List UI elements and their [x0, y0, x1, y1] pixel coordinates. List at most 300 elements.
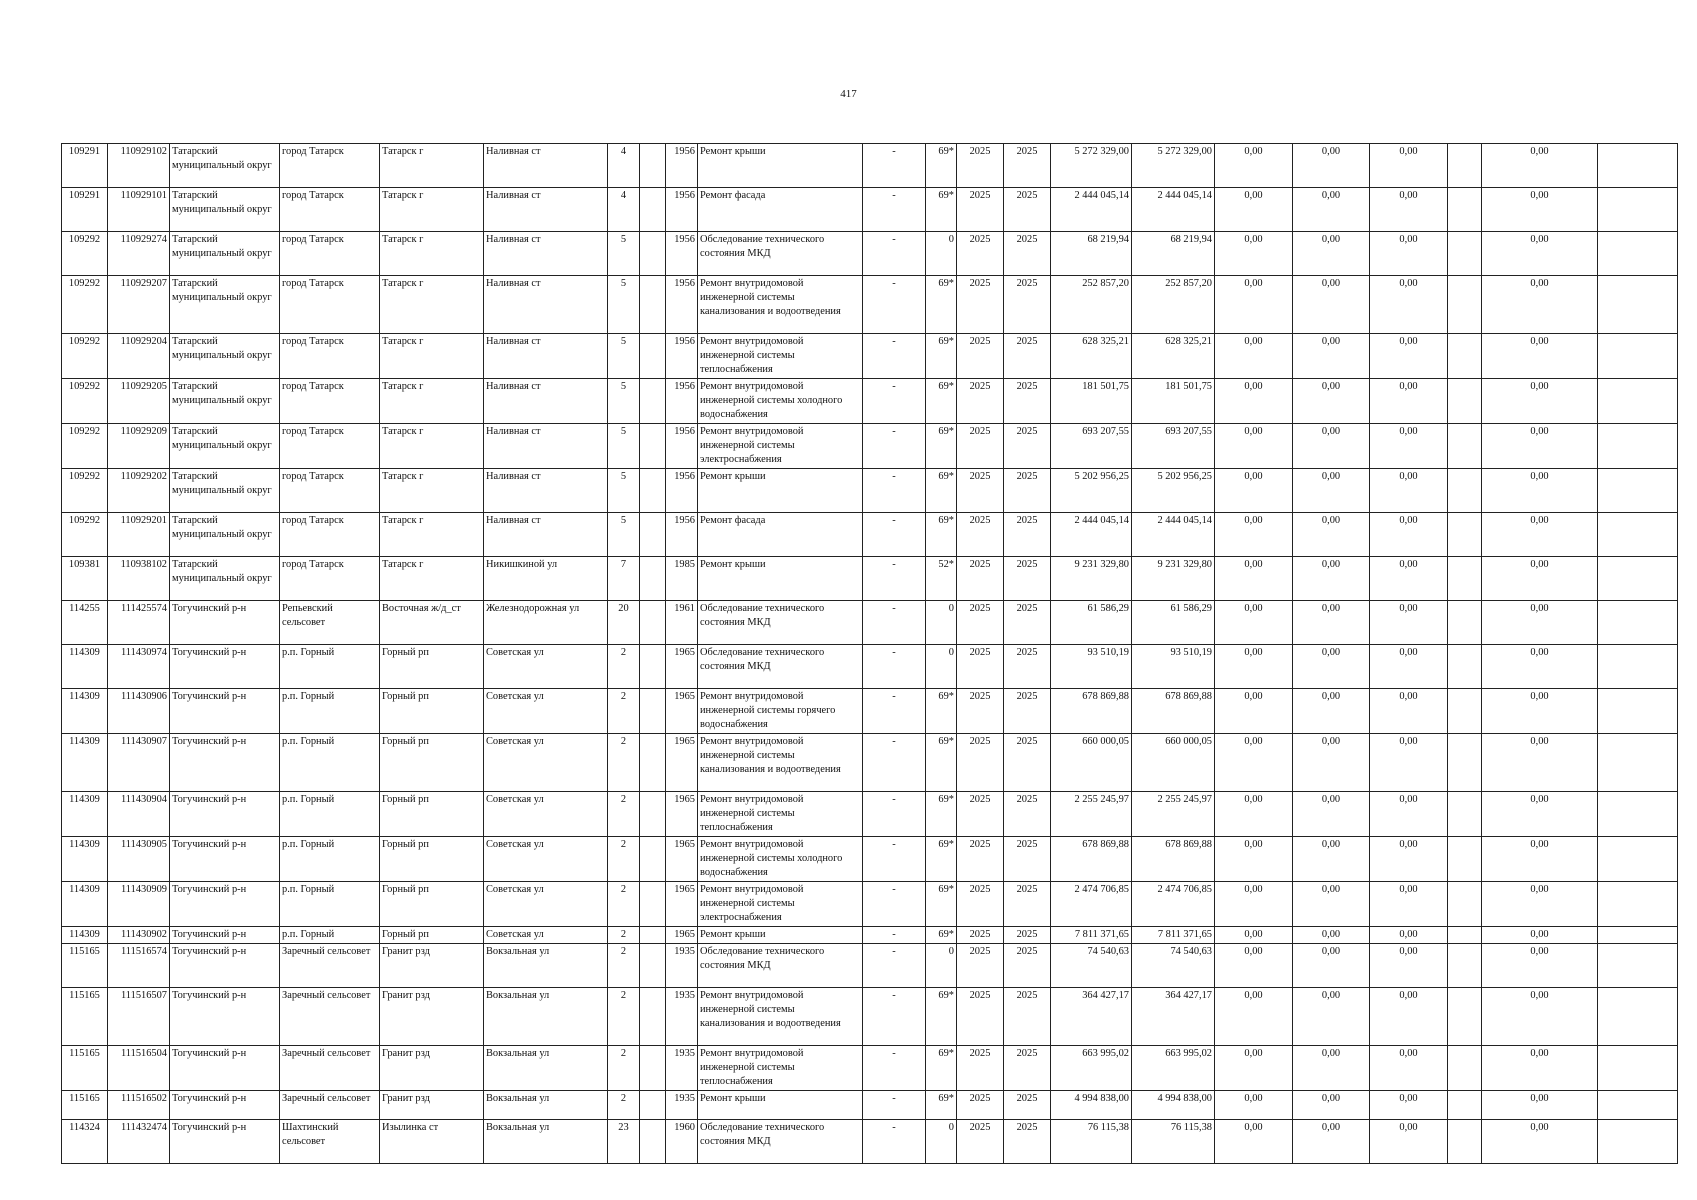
table-cell: 1956 [666, 469, 698, 513]
table-cell [1598, 188, 1678, 232]
table-cell: Татарский муниципальный округ [170, 276, 280, 334]
table-row [62, 645, 1678, 689]
table-cell: 2 444 045,14 [1132, 513, 1215, 557]
table-cell: Советская ул [484, 792, 608, 837]
table-cell [640, 469, 666, 513]
table-cell: Тогучинский р-н [170, 792, 280, 837]
table-cell: 111430909 [108, 882, 170, 927]
table-cell: 114309 [62, 837, 108, 882]
table-cell: Вокзальная ул [484, 944, 608, 988]
table-cell [640, 734, 666, 792]
table-cell: Татарск г [380, 513, 484, 557]
table-cell: 2025 [1004, 882, 1051, 927]
table-cell: - [863, 927, 926, 944]
table-cell: 2 [608, 689, 640, 734]
table-cell: 5 [608, 276, 640, 334]
table-cell: 0,00 [1370, 988, 1448, 1046]
table-cell: 109292 [62, 276, 108, 334]
table-cell: 0,00 [1482, 1120, 1598, 1164]
table-cell: - [863, 188, 926, 232]
table-cell: р.п. Горный [280, 734, 380, 792]
table-cell: 111430974 [108, 645, 170, 689]
table-cell: 2025 [1004, 792, 1051, 837]
table-cell: 110929205 [108, 379, 170, 424]
table-cell: Восточная ж/д_ст [380, 601, 484, 645]
table-row [62, 334, 1678, 379]
table-cell: Вокзальная ул [484, 1091, 608, 1120]
table-cell: 2025 [1004, 379, 1051, 424]
table-row [62, 882, 1678, 927]
table-cell [1448, 276, 1482, 334]
table-cell: 111516507 [108, 988, 170, 1046]
table-cell: 7 [608, 557, 640, 601]
table-cell: 76 115,38 [1051, 1120, 1132, 1164]
table-cell [640, 645, 666, 689]
table-cell [640, 988, 666, 1046]
table-cell: 110929102 [108, 144, 170, 188]
table-cell: 0,00 [1370, 424, 1448, 469]
table-cell: Тогучинский р-н [170, 689, 280, 734]
table-cell: 2025 [1004, 144, 1051, 188]
table-cell: 2025 [957, 689, 1004, 734]
table-cell: 2025 [1004, 232, 1051, 276]
table-cell: 0,00 [1370, 469, 1448, 513]
table-row [62, 734, 1678, 792]
table-cell [640, 1120, 666, 1164]
table-cell: Горный рп [380, 882, 484, 927]
table-cell: 0,00 [1293, 424, 1370, 469]
table-cell: 69* [926, 882, 957, 927]
table-cell: 69* [926, 334, 957, 379]
table-cell [640, 689, 666, 734]
table-cell: 678 869,88 [1132, 837, 1215, 882]
table-cell: 68 219,94 [1051, 232, 1132, 276]
table-cell: 1956 [666, 334, 698, 379]
table-cell: 1965 [666, 689, 698, 734]
table-cell: 109292 [62, 232, 108, 276]
table-cell: Татарский муниципальный округ [170, 424, 280, 469]
table-cell: 2 [608, 944, 640, 988]
table-cell: 109381 [62, 557, 108, 601]
table-row [62, 232, 1678, 276]
table-cell: 111430906 [108, 689, 170, 734]
table-cell: 678 869,88 [1051, 689, 1132, 734]
table-cell: 0,00 [1482, 882, 1598, 927]
table-cell: - [863, 792, 926, 837]
table-cell: 0,00 [1215, 689, 1293, 734]
table-cell: 114309 [62, 689, 108, 734]
table-cell: Татарск г [380, 144, 484, 188]
table-cell: 111430907 [108, 734, 170, 792]
table-cell: 0,00 [1370, 1046, 1448, 1091]
table-cell [1448, 927, 1482, 944]
repair-registry-table [61, 143, 1678, 1164]
table-cell: Гранит рзд [380, 1091, 484, 1120]
table-cell: 0,00 [1370, 689, 1448, 734]
table-cell: Наливная ст [484, 379, 608, 424]
table-cell: 110929201 [108, 513, 170, 557]
table-cell: Обследование технического состояния МКД [698, 1120, 863, 1164]
table-cell [1598, 734, 1678, 792]
table-cell [1448, 513, 1482, 557]
table-cell: 0,00 [1482, 144, 1598, 188]
table-cell: 1965 [666, 792, 698, 837]
table-cell: 0,00 [1215, 1091, 1293, 1120]
table-cell: Татарский муниципальный округ [170, 557, 280, 601]
table-cell: 110929209 [108, 424, 170, 469]
table-cell: Ремонт внутридомовой инженерной системы канализования и водоотведения [698, 276, 863, 334]
table-cell: Татарский муниципальный округ [170, 379, 280, 424]
table-cell: 0,00 [1293, 944, 1370, 988]
table-cell: Заречный сельсовет [280, 1046, 380, 1091]
table-row [62, 1091, 1678, 1120]
table-cell: 1965 [666, 837, 698, 882]
table-cell [640, 837, 666, 882]
table-cell: 93 510,19 [1051, 645, 1132, 689]
table-cell: 2025 [1004, 424, 1051, 469]
table-cell: 2025 [957, 557, 1004, 601]
table-row [62, 379, 1678, 424]
table-cell: 181 501,75 [1132, 379, 1215, 424]
table-cell [1448, 1046, 1482, 1091]
table-cell [1598, 1046, 1678, 1091]
table-cell: 0,00 [1293, 837, 1370, 882]
table-cell [1598, 601, 1678, 645]
table-cell: 660 000,05 [1132, 734, 1215, 792]
table-cell: 0,00 [1482, 424, 1598, 469]
table-row [62, 469, 1678, 513]
table-cell: 0,00 [1370, 557, 1448, 601]
table-cell: - [863, 645, 926, 689]
table-cell: 0,00 [1482, 232, 1598, 276]
table-cell: 0,00 [1482, 734, 1598, 792]
table-cell: 1965 [666, 645, 698, 689]
table-cell: Ремонт крыши [698, 469, 863, 513]
table-cell: 2025 [957, 1091, 1004, 1120]
table-cell: 1956 [666, 424, 698, 469]
table-cell: 0,00 [1370, 792, 1448, 837]
table-cell: 23 [608, 1120, 640, 1164]
table-cell [1598, 379, 1678, 424]
table-cell: 76 115,38 [1132, 1120, 1215, 1164]
table-cell: 0,00 [1482, 557, 1598, 601]
table-cell: 0,00 [1293, 144, 1370, 188]
table-cell: 109291 [62, 188, 108, 232]
table-cell: 2 255 245,97 [1051, 792, 1132, 837]
table-cell [1448, 469, 1482, 513]
table-row [62, 1046, 1678, 1091]
table-cell: 114309 [62, 734, 108, 792]
table-cell: 2025 [957, 882, 1004, 927]
table-cell: 5 272 329,00 [1051, 144, 1132, 188]
table-cell: - [863, 1091, 926, 1120]
table-cell: Татарский муниципальный округ [170, 232, 280, 276]
table-cell: 1956 [666, 379, 698, 424]
table-cell: Наливная ст [484, 469, 608, 513]
table-cell: 663 995,02 [1132, 1046, 1215, 1091]
table-cell: Татарск г [380, 188, 484, 232]
table-cell: 69* [926, 988, 957, 1046]
table-cell: 2025 [957, 1120, 1004, 1164]
table-cell: 2025 [957, 1046, 1004, 1091]
table-cell [640, 557, 666, 601]
table-cell: 69* [926, 188, 957, 232]
table-cell: 0,00 [1370, 379, 1448, 424]
table-row [62, 1120, 1678, 1164]
table-cell: 69* [926, 792, 957, 837]
table-cell: Тогучинский р-н [170, 1091, 280, 1120]
table-cell: Ремонт фасада [698, 513, 863, 557]
table-cell: Вокзальная ул [484, 1046, 608, 1091]
table-cell [640, 1091, 666, 1120]
table-cell [1598, 927, 1678, 944]
table-cell: 115165 [62, 944, 108, 988]
table-cell: Наливная ст [484, 144, 608, 188]
table-cell: Татарский муниципальный округ [170, 188, 280, 232]
table-cell: 2025 [1004, 837, 1051, 882]
table-cell: 2025 [1004, 601, 1051, 645]
table-cell: 0,00 [1215, 424, 1293, 469]
table-cell: 2025 [957, 734, 1004, 792]
table-cell: Татарский муниципальный округ [170, 334, 280, 379]
table-cell: 693 207,55 [1132, 424, 1215, 469]
table-cell: Ремонт крыши [698, 557, 863, 601]
table-cell: Советская ул [484, 689, 608, 734]
table-cell: 4 [608, 144, 640, 188]
table-cell: 5 202 956,25 [1132, 469, 1215, 513]
table-cell: 0,00 [1293, 188, 1370, 232]
table-cell: - [863, 601, 926, 645]
table-cell: 115165 [62, 1046, 108, 1091]
table-cell: 628 325,21 [1132, 334, 1215, 379]
table-cell: 111432474 [108, 1120, 170, 1164]
table-cell: 2 [608, 1091, 640, 1120]
table-cell: 0,00 [1215, 734, 1293, 792]
table-cell: 2 [608, 645, 640, 689]
table-cell: 0,00 [1482, 927, 1598, 944]
table-cell [640, 424, 666, 469]
table-cell: Ремонт фасада [698, 188, 863, 232]
table-cell: 0,00 [1482, 1091, 1598, 1120]
table-cell: 2025 [1004, 645, 1051, 689]
table-cell: Заречный сельсовет [280, 988, 380, 1046]
table-cell: Ремонт внутридомовой инженерной системы канализования и водоотведения [698, 734, 863, 792]
table-cell: 9 231 329,80 [1132, 557, 1215, 601]
table-cell: 0 [926, 232, 957, 276]
table-cell: 2025 [1004, 1091, 1051, 1120]
table-cell: - [863, 988, 926, 1046]
table-cell: 0,00 [1482, 988, 1598, 1046]
table-cell: 0,00 [1215, 988, 1293, 1046]
table-cell: 2025 [957, 188, 1004, 232]
table-cell: - [863, 334, 926, 379]
table-cell: 0,00 [1215, 1046, 1293, 1091]
table-cell [1448, 689, 1482, 734]
table-cell: 2 444 045,14 [1051, 188, 1132, 232]
table-cell: 69* [926, 513, 957, 557]
table-cell [1448, 837, 1482, 882]
table-cell: 0,00 [1215, 792, 1293, 837]
table-cell: 5 [608, 379, 640, 424]
table-cell: 68 219,94 [1132, 232, 1215, 276]
table-cell: 0,00 [1293, 882, 1370, 927]
table-cell: 109292 [62, 379, 108, 424]
table-cell: 0,00 [1215, 144, 1293, 188]
registry-body [62, 144, 1678, 1164]
table-cell [1448, 144, 1482, 188]
table-cell: 628 325,21 [1051, 334, 1132, 379]
table-cell: Железнодорожная ул [484, 601, 608, 645]
table-cell: Ремонт внутридомовой инженерной системы теплоснабжения [698, 1046, 863, 1091]
table-cell: Тогучинский р-н [170, 837, 280, 882]
table-cell: 0,00 [1370, 645, 1448, 689]
table-cell: 114324 [62, 1120, 108, 1164]
table-cell: Тогучинский р-н [170, 601, 280, 645]
table-cell: Гранит рзд [380, 944, 484, 988]
table-cell: Наливная ст [484, 276, 608, 334]
table-cell: 2025 [957, 601, 1004, 645]
table-cell: 0,00 [1370, 232, 1448, 276]
table-cell: 20 [608, 601, 640, 645]
table-cell [1598, 1091, 1678, 1120]
table-cell: 0,00 [1370, 927, 1448, 944]
table-cell: 2025 [957, 144, 1004, 188]
table-cell: 111516574 [108, 944, 170, 988]
table-cell: - [863, 734, 926, 792]
table-cell: Наливная ст [484, 513, 608, 557]
table-cell [640, 232, 666, 276]
table-cell [1448, 601, 1482, 645]
table-cell: 2025 [1004, 1046, 1051, 1091]
table-cell: 0,00 [1370, 1091, 1448, 1120]
table-cell: Шахтинский сельсовет [280, 1120, 380, 1164]
table-cell: Ремонт крыши [698, 1091, 863, 1120]
table-cell: 0,00 [1293, 276, 1370, 334]
table-cell: 109292 [62, 424, 108, 469]
table-cell: Горный рп [380, 927, 484, 944]
table-cell: 0,00 [1293, 1120, 1370, 1164]
table-cell: 1960 [666, 1120, 698, 1164]
table-cell: Татарск г [380, 334, 484, 379]
table-cell: 0,00 [1482, 1046, 1598, 1091]
table-cell: - [863, 1120, 926, 1164]
table-cell: 1956 [666, 144, 698, 188]
table-cell: 109292 [62, 334, 108, 379]
table-cell: р.п. Горный [280, 882, 380, 927]
table-cell: 0,00 [1482, 276, 1598, 334]
table-cell: Ремонт внутридомовой инженерной системы электроснабжения [698, 882, 863, 927]
table-cell: город Татарск [280, 469, 380, 513]
table-cell: 1935 [666, 944, 698, 988]
table-cell: 2025 [957, 469, 1004, 513]
table-cell [1448, 792, 1482, 837]
table-cell: 2025 [957, 513, 1004, 557]
table-cell: 364 427,17 [1051, 988, 1132, 1046]
table-cell: Ремонт крыши [698, 927, 863, 944]
table-cell: 110929207 [108, 276, 170, 334]
table-cell: 1956 [666, 232, 698, 276]
table-cell [1598, 334, 1678, 379]
table-cell: 0,00 [1370, 837, 1448, 882]
table-cell: 111516504 [108, 1046, 170, 1091]
table-cell: 111430905 [108, 837, 170, 882]
table-cell: 0,00 [1482, 469, 1598, 513]
table-cell: 2 [608, 837, 640, 882]
table-cell: 110929202 [108, 469, 170, 513]
table-cell: 2 [608, 734, 640, 792]
table-cell: 2 474 706,85 [1051, 882, 1132, 927]
table-cell: 69* [926, 144, 957, 188]
table-cell: 0,00 [1482, 689, 1598, 734]
table-cell: 181 501,75 [1051, 379, 1132, 424]
table-cell [1448, 334, 1482, 379]
table-cell: 0,00 [1482, 792, 1598, 837]
table-cell: 2025 [957, 988, 1004, 1046]
table-cell [1448, 1091, 1482, 1120]
table-cell: Тогучинский р-н [170, 927, 280, 944]
table-cell: 0,00 [1293, 988, 1370, 1046]
table-cell: 93 510,19 [1132, 645, 1215, 689]
table-cell [640, 144, 666, 188]
table-cell [1598, 944, 1678, 988]
table-cell [1448, 379, 1482, 424]
table-cell: город Татарск [280, 188, 380, 232]
table-cell: 0,00 [1370, 334, 1448, 379]
table-cell: 69* [926, 1046, 957, 1091]
table-cell: 678 869,88 [1051, 837, 1132, 882]
table-cell: Ремонт внутридомовой инженерной системы горячего водоснабжения [698, 689, 863, 734]
table-cell: 660 000,05 [1051, 734, 1132, 792]
table-cell: 2025 [1004, 276, 1051, 334]
table-cell: Татарск г [380, 276, 484, 334]
table-cell [1448, 645, 1482, 689]
table-cell [1598, 882, 1678, 927]
table-cell [1598, 469, 1678, 513]
table-cell: Татарск г [380, 379, 484, 424]
table-row [62, 927, 1678, 944]
table-cell: 1935 [666, 988, 698, 1046]
table-cell: 0,00 [1293, 689, 1370, 734]
table-cell: 1956 [666, 513, 698, 557]
table-cell [1598, 988, 1678, 1046]
table-cell: 109292 [62, 469, 108, 513]
table-row [62, 837, 1678, 882]
table-cell: Татарск г [380, 557, 484, 601]
table-row [62, 689, 1678, 734]
table-cell: 111430902 [108, 927, 170, 944]
table-cell: 5 [608, 469, 640, 513]
table-cell: 0,00 [1215, 469, 1293, 513]
table-cell: 1961 [666, 601, 698, 645]
table-cell: 5 [608, 232, 640, 276]
table-cell [1598, 424, 1678, 469]
table-cell: Изылинка ст [380, 1120, 484, 1164]
table-cell: 0,00 [1215, 557, 1293, 601]
table-cell: 2025 [957, 232, 1004, 276]
table-cell: 69* [926, 276, 957, 334]
table-cell: 74 540,63 [1051, 944, 1132, 988]
table-cell: Гранит рзд [380, 988, 484, 1046]
table-cell: 2 [608, 882, 640, 927]
table-cell: 69* [926, 379, 957, 424]
table-cell: 69* [926, 837, 957, 882]
table-cell: - [863, 232, 926, 276]
table-cell: Татарский муниципальный округ [170, 513, 280, 557]
table-cell: Наливная ст [484, 424, 608, 469]
table-cell: 0 [926, 944, 957, 988]
table-cell: Обследование технического состояния МКД [698, 944, 863, 988]
table-row [62, 144, 1678, 188]
